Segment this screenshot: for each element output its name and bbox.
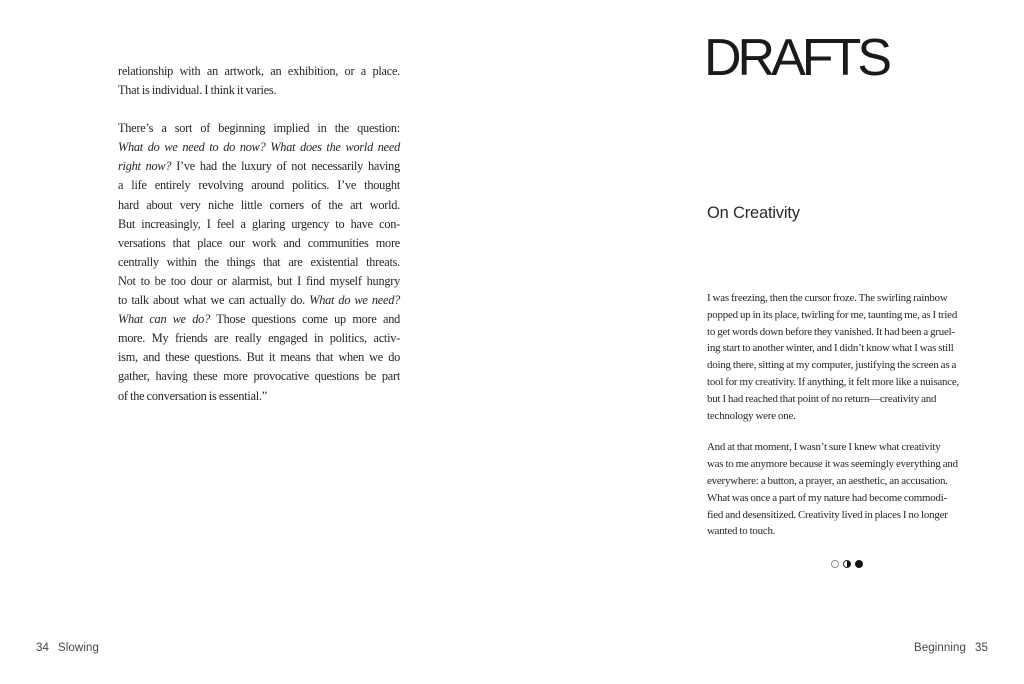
- text-line: [707, 408, 987, 425]
- text-line: [707, 340, 987, 357]
- text-line: [118, 234, 400, 253]
- page-number-left: 34: [36, 642, 49, 654]
- text-segment: centrally within the things that are existential threats.: [118, 254, 400, 269]
- text-segment: But increasingly, I feel a glaring urgency to have con-: [118, 216, 400, 231]
- text-line: [707, 357, 987, 374]
- text-segment: fied and desensitized. Creativity lived in places I no longer: [707, 508, 948, 521]
- text-segment: wanted to touch.: [707, 525, 776, 538]
- paragraph: [118, 119, 400, 405]
- text-segment: gather, having these more provocative questions be part: [118, 369, 400, 384]
- text-segment: everywhere: a button, a prayer, an aesthetic, an accusation.: [707, 474, 948, 487]
- text-segment: tool for my creativity. If anything, it felt more like a nuisance,: [707, 375, 960, 388]
- circle-filled-icon: [855, 560, 863, 568]
- right-page-footer: [914, 642, 988, 654]
- text-line: [118, 157, 400, 176]
- text-line: [118, 367, 400, 386]
- text-line: [118, 196, 400, 215]
- text-segment: ing start to another winter, and I didn’t know what I was still: [707, 342, 954, 355]
- text-line: [707, 439, 987, 456]
- running-foot-section-left: Slowing: [58, 642, 99, 654]
- text-line: [118, 348, 400, 367]
- text-segment: Those questions come up more and: [216, 312, 400, 327]
- text-line: [707, 391, 987, 408]
- text-segment: I’ve had the luxury of not necessarily having: [176, 159, 400, 174]
- text-segment: relationship with an artwork, an exhibition, or a place.: [118, 64, 400, 78]
- text-segment: to talk about what we can actually do.: [118, 293, 310, 308]
- text-line: [118, 387, 400, 406]
- text-line: [118, 272, 400, 291]
- text-line: [707, 490, 987, 507]
- text-line: [707, 473, 987, 490]
- text-segment: versations that place our work and communities more: [118, 235, 400, 250]
- text-line: [118, 310, 400, 329]
- text-segment: That is individual. I think it varies.: [118, 83, 277, 98]
- text-segment: ism, and these questions. But it means that when we do: [118, 350, 400, 365]
- text-line: [118, 253, 400, 272]
- text-line: [707, 290, 987, 307]
- running-foot-section-right: Beginning: [913, 642, 966, 654]
- text-segment: I was freezing, then the cursor froze. The swirling rainbow: [707, 292, 948, 304]
- page-number-right: 35: [975, 642, 988, 654]
- paragraph: [707, 290, 987, 424]
- text-segment: There’s a sort of beginning implied in the question:: [118, 121, 400, 136]
- text-line: [118, 329, 400, 348]
- paragraph: [118, 62, 400, 100]
- paragraph: [707, 439, 987, 540]
- text-line: [118, 62, 400, 81]
- text-segment: What do we need to do now? What does the world need: [118, 140, 400, 155]
- chapter-title: DRAFTS: [704, 29, 888, 87]
- left-page-footer: [36, 642, 99, 654]
- text-segment: And at that moment, I wasn’t sure I knew what creativity: [707, 441, 941, 454]
- text-segment: but I had reached that point of no return—creativity and: [707, 392, 937, 405]
- section-title: On Creativity: [707, 204, 800, 222]
- text-segment: was to me anymore because it was seemingly everything and: [707, 458, 958, 471]
- text-segment: of the conversation is essential.”: [118, 388, 267, 403]
- text-segment: a life entirely revolving around politics. I’ve thought: [118, 178, 400, 193]
- circle-half-icon: [843, 560, 851, 568]
- text-line: [707, 523, 987, 540]
- text-line: [707, 307, 987, 324]
- text-line: [118, 215, 400, 234]
- circle-outline-icon: [831, 560, 839, 568]
- text-segment: Not to be too dour or alarmist, but I find myself hungry: [118, 273, 400, 288]
- text-segment: right now?: [118, 159, 177, 174]
- left-page-text-column: [118, 62, 400, 406]
- text-segment: hard about very niche little corners of the art world.: [118, 197, 400, 212]
- text-segment: doing there, sitting at my computer, justifying the screen as a: [707, 359, 957, 372]
- text-segment: What can we do?: [118, 312, 217, 327]
- text-segment: popped up in its place, twirling for me, taunting me, as I tried: [707, 308, 958, 321]
- text-line: [707, 324, 987, 341]
- text-line: [118, 119, 400, 138]
- text-line: [118, 291, 400, 310]
- right-page-text-column: [707, 290, 987, 540]
- text-line: [707, 456, 987, 473]
- text-segment: more. My friends are really engaged in politics, activ-: [118, 331, 400, 346]
- text-line: [118, 81, 400, 100]
- text-segment: to get words down before they vanished. It had been a gruel-: [707, 325, 955, 338]
- text-line: [707, 507, 987, 524]
- text-line: [118, 176, 400, 195]
- moon-phase-ornament: [707, 555, 987, 573]
- text-line: [707, 374, 987, 391]
- text-segment: technology were one.: [707, 409, 796, 422]
- text-segment: What was once a part of my nature had become commodi-: [707, 491, 948, 504]
- text-line: [118, 138, 400, 157]
- text-segment: What do we need?: [309, 293, 401, 308]
